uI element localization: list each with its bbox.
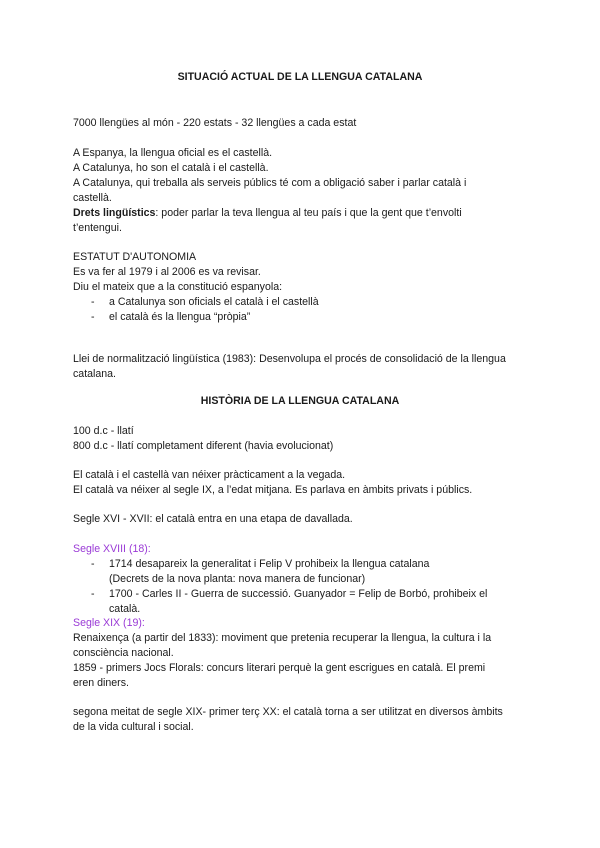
- llei-line-cont: catalana.: [73, 368, 116, 380]
- s18-bullet-2: 1700 - Carles II - Guerra de successió. Guanyador = Felip de Borbó, prohibeix el: [109, 588, 488, 600]
- renaixenca-line-cont: consciència nacional.: [73, 647, 174, 659]
- history-line-1: 100 d.c - llatí: [73, 425, 134, 437]
- renaixenca-line: Renaixença (a partir del 1833): moviment que pretenia recuperar la llengua, la cultura i la: [73, 632, 492, 644]
- history-line-5: Segle XVI - XVII: el català entra en una etapa de davallada.: [73, 513, 353, 525]
- estatut-bullet-2: el català és la llengua “pròpia”: [109, 311, 251, 323]
- segle-xviii-heading: Segle XVIII (18):: [73, 543, 151, 555]
- stats-line: 7000 llengües al món - 220 estats - 32 llengües a cada estat: [73, 117, 357, 129]
- drets-text: : poder parlar la teva llengua al teu país i que la gent que t’envolti: [155, 207, 462, 219]
- jocs-florals-line-cont: eren diners.: [73, 677, 129, 689]
- s18-bullet-1: 1714 desapareix la generalitat i Felip V prohibeix la llengua catalana: [109, 558, 430, 570]
- serveis-publics-line-cont: castellà.: [73, 192, 112, 204]
- estatut-bullet-1: a Catalunya son oficials el català i el castellà: [109, 296, 319, 308]
- estatut-heading: ESTATUT D'AUTONOMIA: [73, 251, 197, 263]
- segle-xix-heading: Segle XIX (19):: [73, 617, 145, 629]
- history-line-4: El català va néixer al segle IX, a l’edat mitjana. Es parlava en àmbits privats i públics.: [73, 484, 473, 496]
- bullet-dash: -: [91, 296, 95, 308]
- estatut-line-2: Diu el mateix que a la constitució espanyola:: [73, 281, 283, 293]
- title-situacio: SITUACIÓ ACTUAL DE LA LLENGUA CATALANA: [177, 71, 423, 83]
- bullet-dash: -: [91, 311, 95, 323]
- s18-bullet-1-cont: (Decrets de la nova planta: nova manera de funcionar): [109, 573, 366, 585]
- final-line-2: de la vida cultural i social.: [73, 721, 194, 733]
- bullet-dash: -: [91, 588, 95, 600]
- history-line-3: El català i el castellà van néixer pràcticament a la vegada.: [73, 469, 346, 481]
- final-line-1: segona meitat de segle XIX- primer terç XX: el català torna a ser utilitzat en diversos àmbits: [73, 706, 503, 718]
- title-historia: HISTÒRIA DE LA LLENGUA CATALANA: [200, 395, 400, 407]
- jocs-florals-line: 1859 - primers Jocs Florals: concurs literari perquè la gent escrigues en català. El premi: [73, 662, 486, 674]
- serveis-publics-line: A Catalunya, qui treballa als serveis públics té com a obligació saber i parlar català i: [73, 177, 467, 189]
- drets-label: Drets lingüístics: [73, 207, 156, 219]
- history-line-2: 800 d.c - llatí completament diferent (havia evolucionat): [73, 440, 334, 452]
- s18-bullet-2-cont: català.: [109, 603, 141, 615]
- bullet-dash: -: [91, 558, 95, 570]
- drets-linguistics-line-cont: t’entengui.: [73, 222, 122, 234]
- drets-linguistics-line: [73, 206, 462, 221]
- estatut-line-1: Es va fer al 1979 i al 2006 es va revisar.: [73, 266, 261, 278]
- llei-line: Llei de normalització lingüística (1983): Desenvolupa el procés de consolidació de la llengua: [73, 353, 506, 365]
- espanya-line: A Espanya, la llengua oficial es el castellà.: [73, 147, 273, 159]
- catalunya-oficial-line: A Catalunya, ho son el català i el castellà.: [73, 162, 269, 174]
